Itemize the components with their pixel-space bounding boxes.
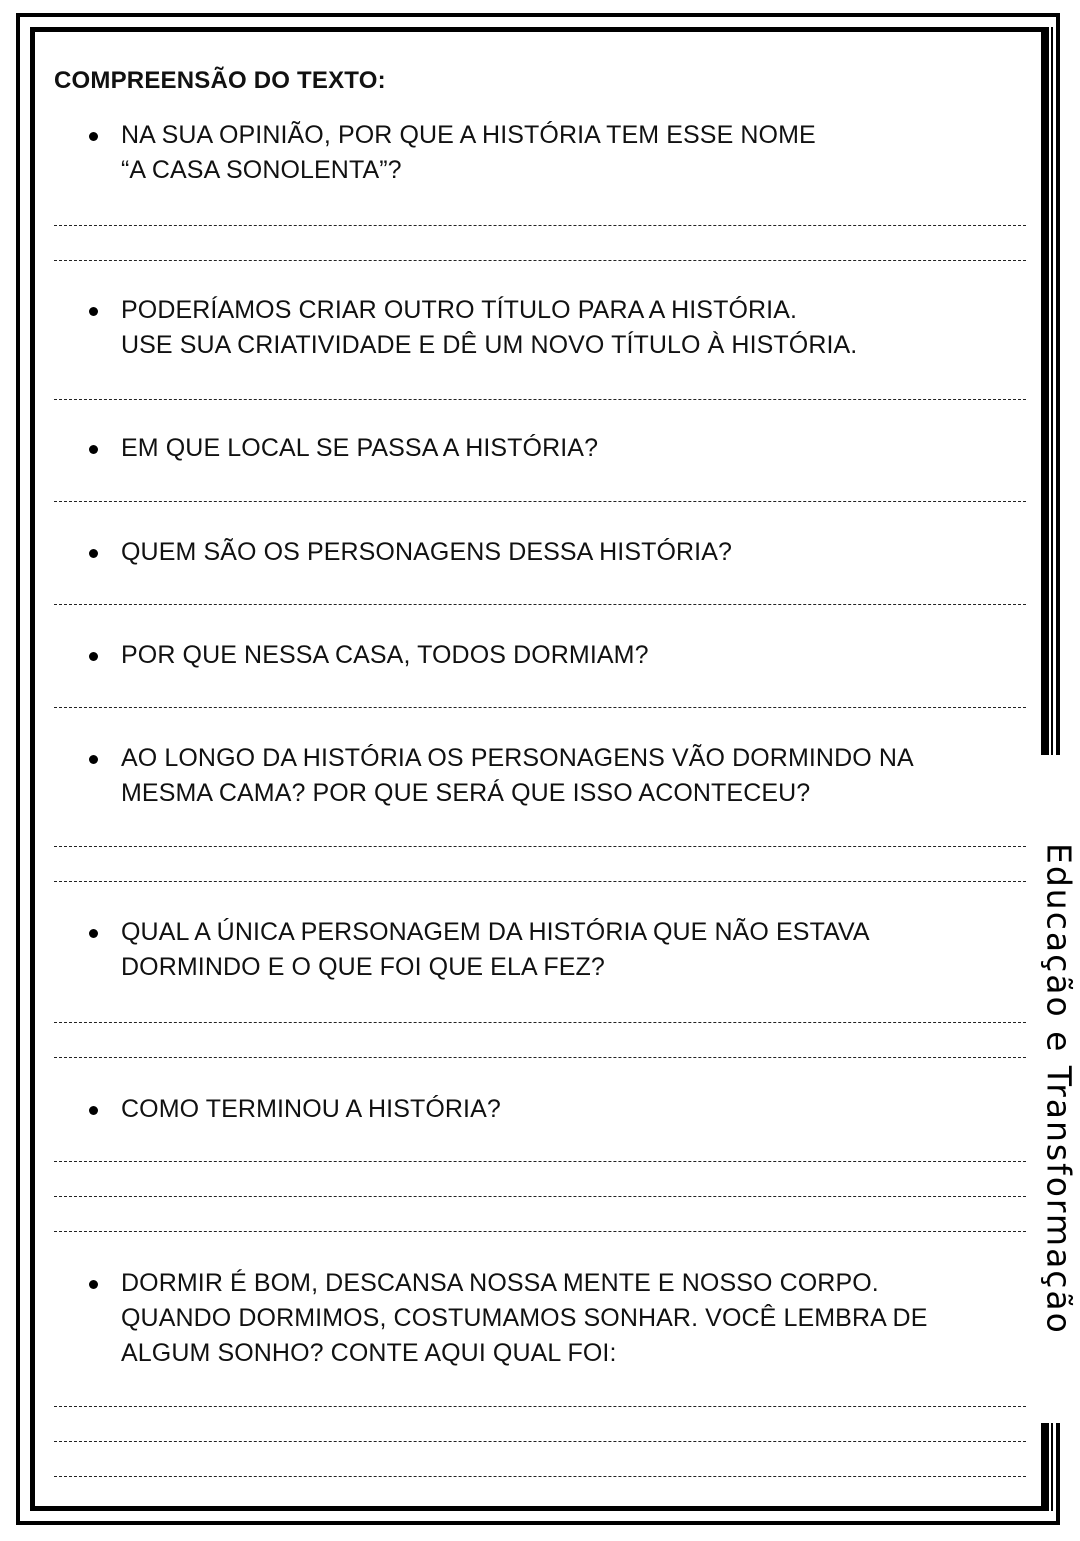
question-8 <box>54 1092 1026 1127</box>
answer-line[interactable] <box>54 260 1026 261</box>
question-text: EM QUE LOCAL SE PASSA A HISTÓRIA? <box>121 434 599 462</box>
answer-line[interactable] <box>54 1441 1026 1442</box>
worksheet-heading: COMPREENSÃO DO TEXTO: <box>54 67 386 94</box>
question-text: ALGUM SONHO? CONTE AQUI QUAL FOI: <box>121 1339 617 1367</box>
question-text: PODERÍAMOS CRIAR OUTRO TÍTULO PARA A HISTÓRIA. <box>121 296 798 324</box>
side-watermark <box>1039 755 1079 1423</box>
question-text: DORMIR É BOM, DESCANSA NOSSA MENTE E NOSSO CORPO. <box>121 1269 879 1297</box>
question-6 <box>54 741 1026 811</box>
question-4 <box>54 535 1026 570</box>
question-5 <box>54 638 1026 673</box>
question-text: NA SUA OPINIÃO, POR QUE A HISTÓRIA TEM ESSE NOME <box>121 121 816 149</box>
answer-line[interactable] <box>54 1022 1026 1023</box>
question-text: DORMINDO E O QUE FOI QUE ELA FEZ? <box>121 953 605 981</box>
answer-line[interactable] <box>54 1057 1026 1058</box>
answer-line[interactable] <box>54 881 1026 882</box>
answer-line[interactable] <box>54 1476 1026 1477</box>
question-text: COMO TERMINOU A HISTÓRIA? <box>121 1095 501 1123</box>
answer-line[interactable] <box>54 846 1026 847</box>
answer-line[interactable] <box>54 1231 1026 1232</box>
answer-line[interactable] <box>54 225 1026 226</box>
question-text: AO LONGO DA HISTÓRIA OS PERSONAGENS VÃO DORMINDO NA <box>121 744 914 772</box>
question-text: “A CASA SONOLENTA”? <box>121 156 402 184</box>
answer-line[interactable] <box>54 1196 1026 1197</box>
answer-line[interactable] <box>54 1161 1026 1162</box>
answer-line[interactable] <box>54 1406 1026 1407</box>
answer-line[interactable] <box>54 707 1026 708</box>
question-text: MESMA CAMA? POR QUE SERÁ QUE ISSO ACONTECEU? <box>121 779 811 807</box>
question-text: QUEM SÃO OS PERSONAGENS DESSA HISTÓRIA? <box>121 538 732 566</box>
question-2 <box>54 293 1026 363</box>
answer-line[interactable] <box>54 501 1026 502</box>
worksheet-content <box>54 60 1026 1477</box>
answer-line[interactable] <box>54 399 1026 400</box>
question-1 <box>54 118 1026 188</box>
question-7 <box>54 915 1026 985</box>
answer-line[interactable] <box>54 604 1026 605</box>
question-text: QUAL A ÚNICA PERSONAGEM DA HISTÓRIA QUE NÃO ESTAVA <box>121 918 870 946</box>
question-9 <box>54 1266 1026 1371</box>
question-text: QUANDO DORMIMOS, COSTUMAMOS SONHAR. VOCÊ LEMBRA DE <box>121 1304 928 1332</box>
question-3 <box>54 431 1026 466</box>
question-text: USE SUA CRIATIVIDADE E DÊ UM NOVO TÍTULO À HISTÓRIA. <box>121 331 858 359</box>
question-text: POR QUE NESSA CASA, TODOS DORMIAM? <box>121 641 649 669</box>
side-watermark-text: Educação e Transformação <box>1039 843 1079 1335</box>
